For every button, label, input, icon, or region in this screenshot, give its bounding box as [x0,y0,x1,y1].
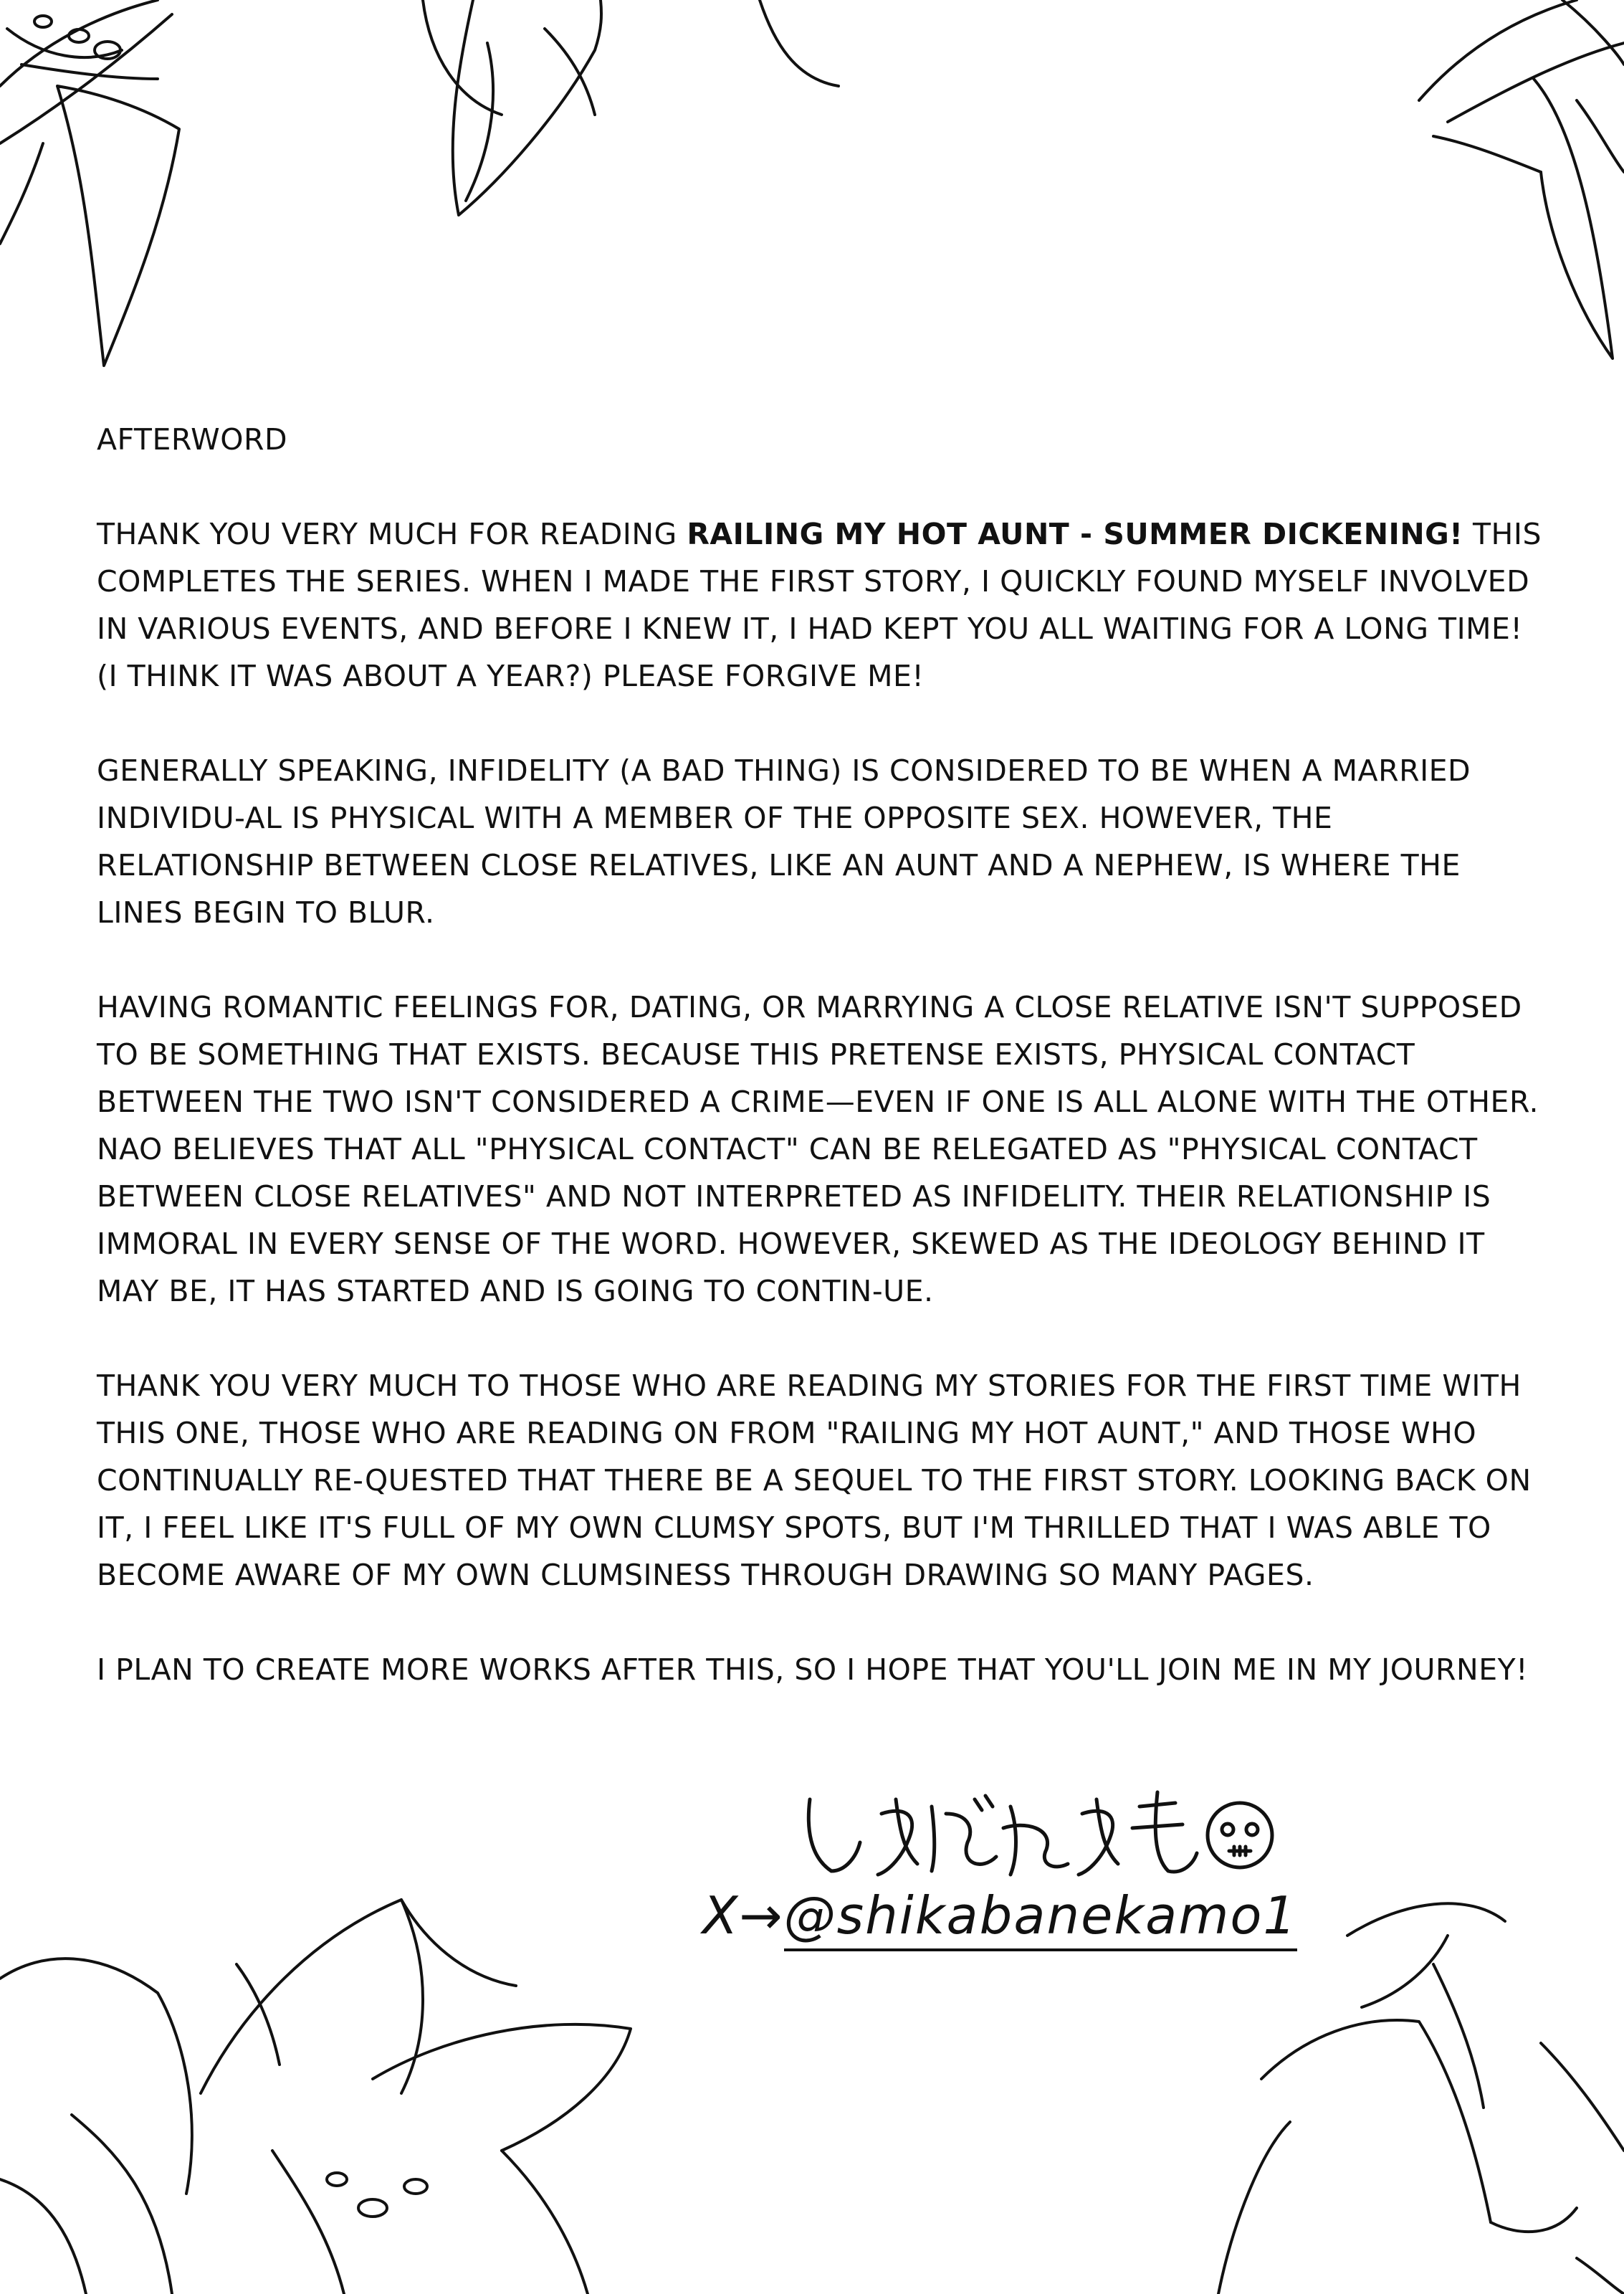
paragraph-infidelity: GENERALLY SPEAKING, INFIDELITY (A BAD THING) IS CONSIDERED TO BE WHEN A MARRIED INDIVIDU-AL IS PHYSICAL WITH A MEMBER OF THE OPPOSITE SEX. HOWEVER, THE RELATIONSHIP BETWEEN CLOSE RELATIVES, LIKE AN AUNT AND A NEPHEW, IS WHERE THE LINES BEGIN TO BLUR. [97,753,1471,930]
lily-top-center-icon [423,0,839,215]
paragraph-thanks [97,510,1552,700]
author-signature [702,1785,1298,1957]
afterword-text-block [97,416,1552,1741]
handwritten-signature-icon [796,1785,1297,1885]
paragraph-thanks-intro: THANK YOU VERY MUCH FOR READING [97,517,687,551]
paragraph-thanks-body: THIS COMPLETES THE SERIES. WHEN I MADE THE FIRST STORY, I QUICKLY FOUND MYSELF INVOLVED IN VARIOUS EVENTS, AND BEFORE I KNEW IT, I HAD KEPT YOU ALL WAITING FOR A LONG TIME! (I THINK IT WAS ABOUT A YEAR?) PLEASE FORGIVE ME! [97,517,1542,693]
social-handle-prefix: X→ [702,1885,784,1946]
paragraph-readers: THANK YOU VERY MUCH TO THOSE WHO ARE READING MY STORIES FOR THE FIRST TIME WITH THIS ONE, THOSE WHO ARE READING ON FROM "RAILING MY HOT AUNT," AND THOSE WHO CONTINUALLY RE-QUESTED THAT THERE BE A SEQUEL TO THE FIRST STORY. LOOKING BACK ON IT, I FEEL LIKE IT'S FULL OF MY OWN CLUMSY SPOTS, BUT I'M THRILLED THAT I WAS ABLE TO BECOME AWARE OF MY OWN CLUMSINESS THROUGH DRAWING SO MANY PAGES. [97,1369,1532,1592]
lily-top-left-icon [0,0,179,366]
paragraph-relatives: HAVING ROMANTIC FEELINGS FOR, DATING, OR MARRYING A CLOSE RELATIVE ISN'T SUPPOSED TO BE SOMETHING THAT EXISTS. BECAUSE THIS PRETENSE EXISTS, PHYSICAL CONTACT BETWEEN THE TWO ISN'T CONSIDERED A CRIME—EVEN IF ONE IS ALL ALONE WITH THE OTHER. NAO BELIEVES THAT ALL "PHYSICAL CONTACT" CAN BE RELEGATED AS "PHYSICAL CONTACT BETWEEN CLOSE RELATIVES" AND NOT INTERPRETED AS INFIDELITY. THEIR RELATIONSHIP IS IMMORAL IN EVERY SENSE OF THE WORD. HOWEVER, SKEWED AS THE IDEOLOGY BEHIND IT MAY BE, IT HAS STARTED AND IS GOING TO CONTIN-UE. [97,990,1539,1308]
social-handle [702,1885,1297,1946]
lily-bottom-left-icon [0,1900,631,2294]
book-title: RAILING MY HOT AUNT - SUMMER DICKENING! [687,517,1463,551]
paragraph-closing: I PLAN TO CREATE MORE WORKS AFTER THIS, SO I HOPE THAT YOU'LL JOIN ME IN MY JOURNEY! [97,1652,1529,1687]
afterword-heading: AFTERWORD [97,422,288,457]
lily-bottom-right-icon [1218,1903,1624,2294]
social-handle-name: @shikabanekamo1 [784,1885,1298,1951]
lily-top-right-icon [1419,0,1624,358]
